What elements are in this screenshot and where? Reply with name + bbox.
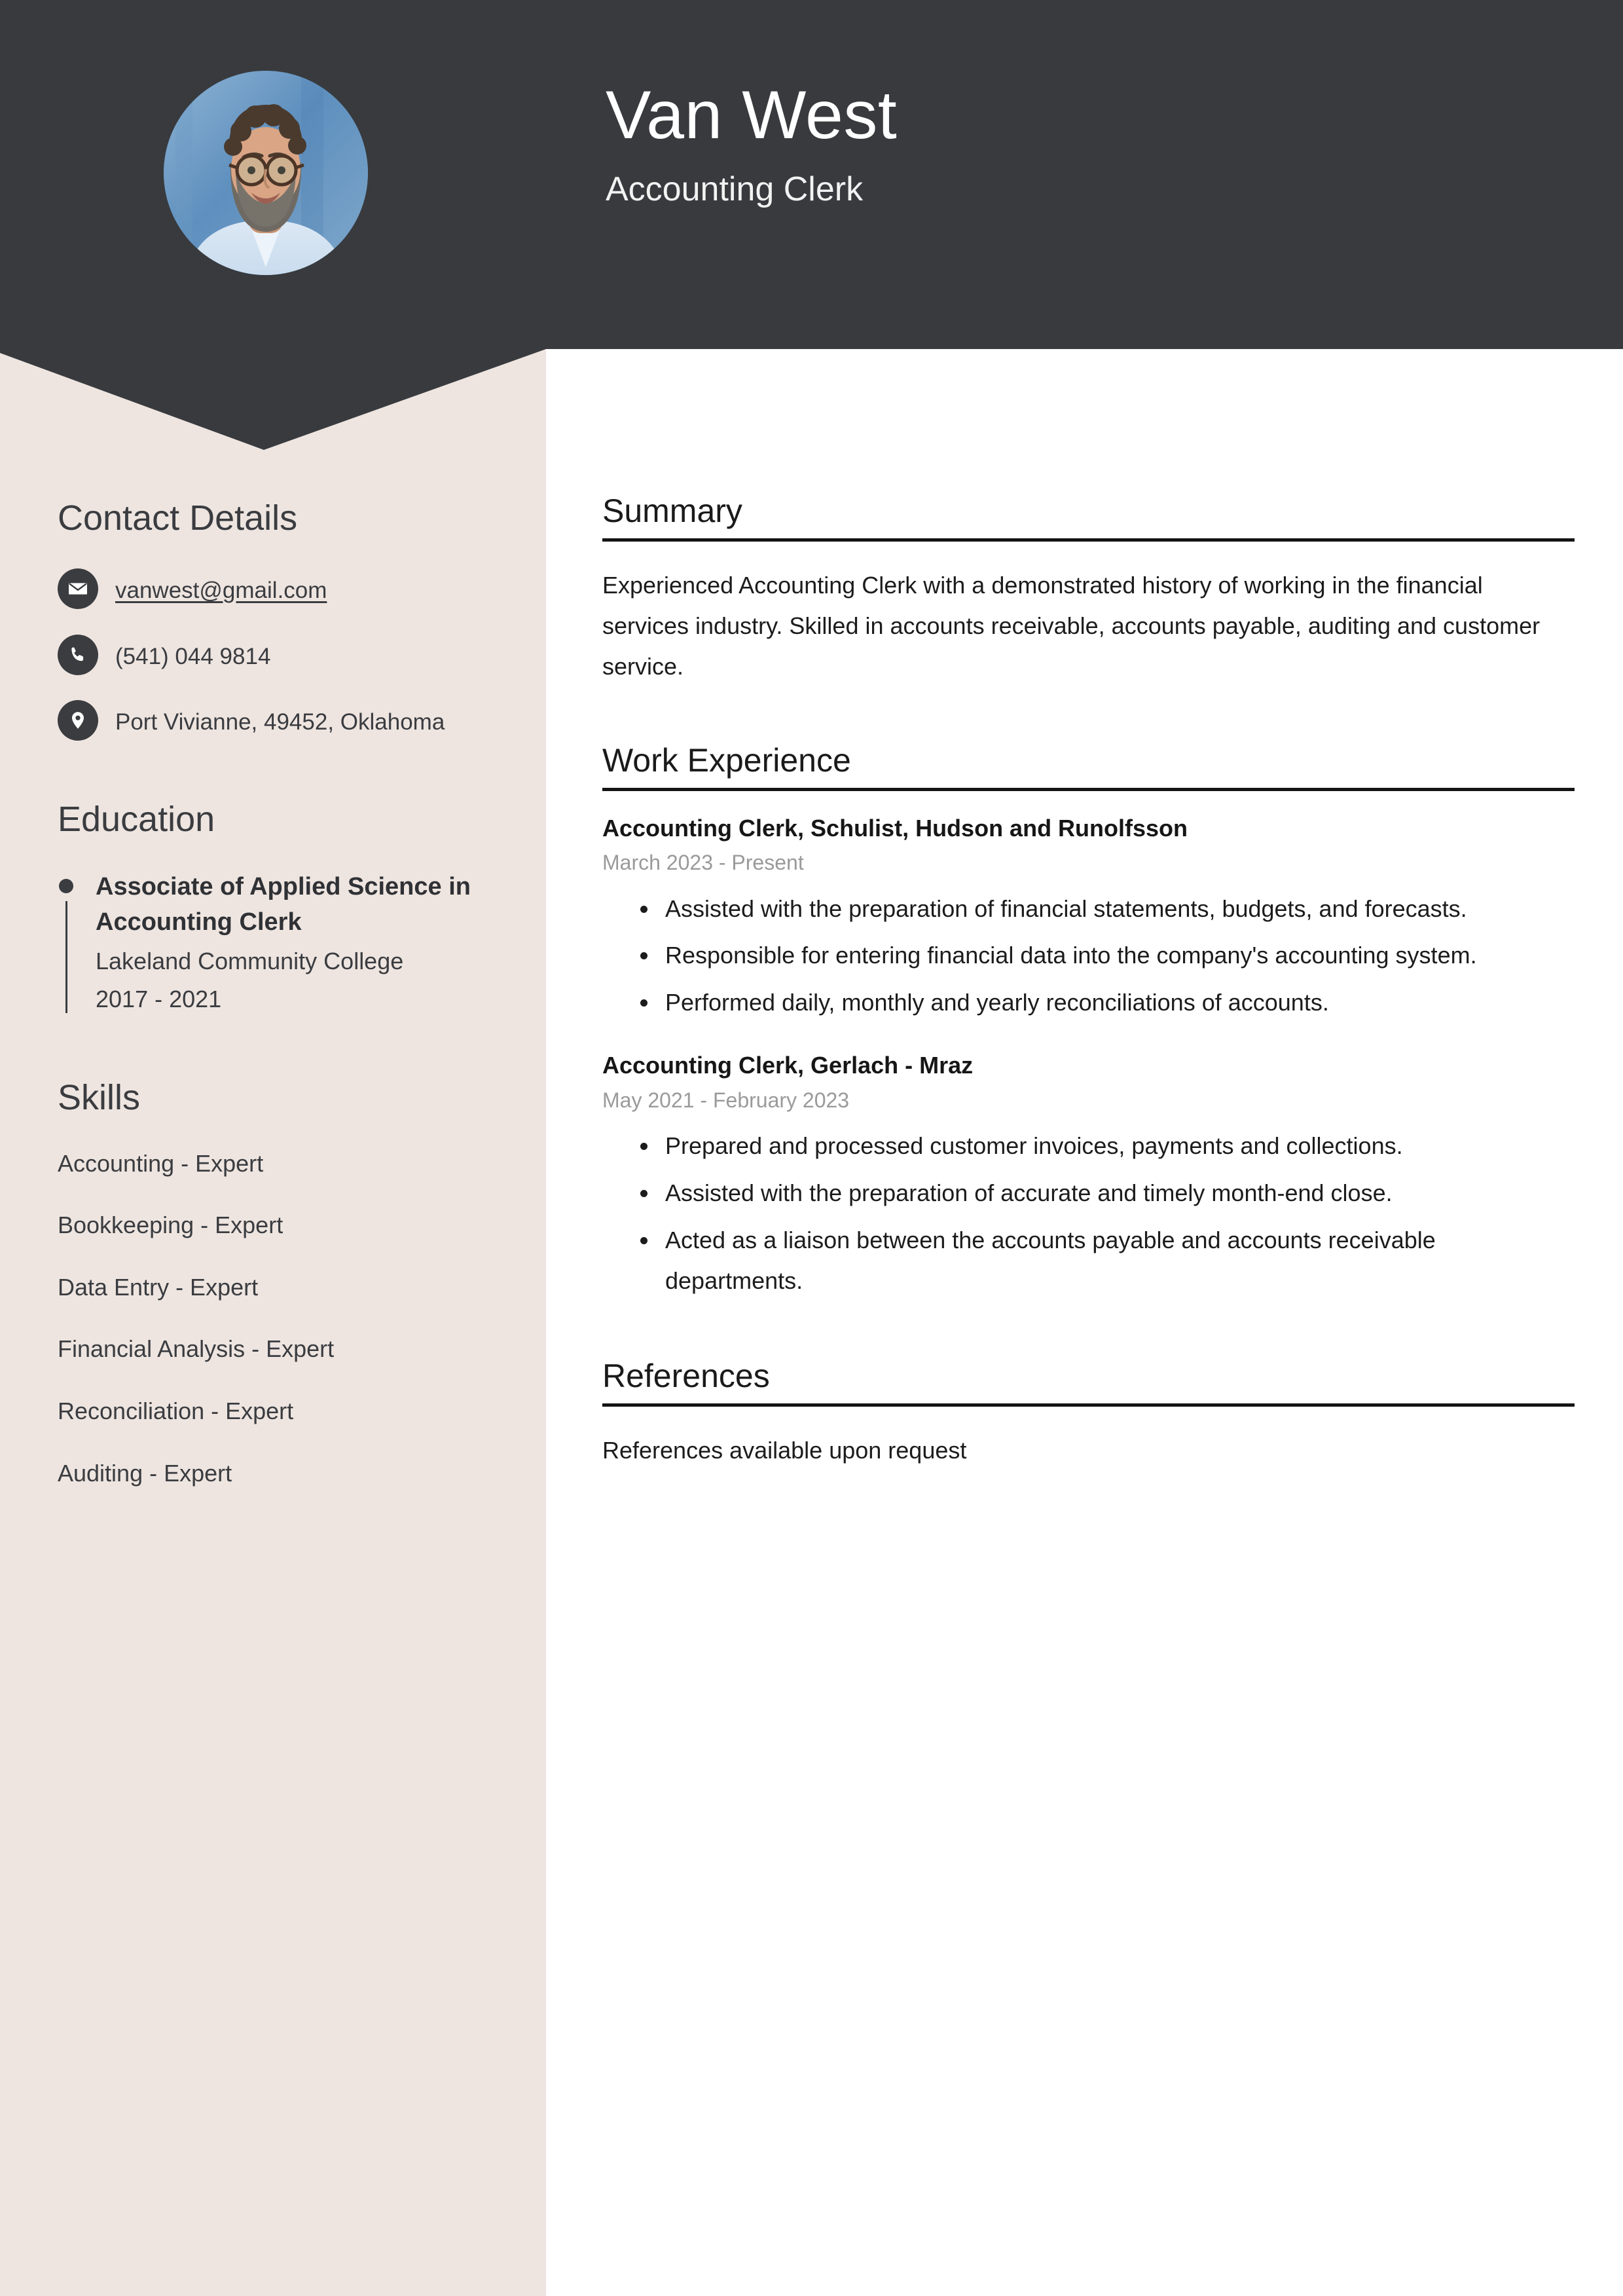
education-bullet-icon — [59, 879, 73, 893]
job-dates: March 2023 - Present — [602, 851, 804, 875]
contact-details-heading: Contact Details — [58, 498, 298, 538]
job-bullet: Responsible for entering financial data into the company's accounting system. — [665, 935, 1575, 976]
address-value[interactable]: Port Vivianne, 49452, Oklahoma — [115, 709, 445, 735]
skills-heading: Skills — [58, 1077, 141, 1117]
education-degree: Associate of Applied Science in Accounting Clerk — [96, 873, 471, 936]
skill-item: Data Entry - Expert — [58, 1273, 259, 1301]
education-heading: Education — [58, 800, 215, 840]
skill-item: Reconciliation - Expert — [58, 1398, 294, 1424]
phone-value[interactable]: (541) 044 9814 — [115, 643, 271, 669]
job-responsibilities — [602, 1126, 1575, 1301]
job-bullet: Assisted with the preparation of financial statements, budgets, and forecasts. — [665, 889, 1575, 929]
education-years: 2017 - 2021 — [96, 986, 222, 1013]
education-timeline-rule — [65, 901, 67, 1012]
job-bullet: Prepared and processed customer invoices, payments and collections. — [665, 1126, 1575, 1166]
envelope-icon — [58, 568, 98, 609]
email-value[interactable]: vanwest@gmail.com — [115, 578, 327, 604]
education-item — [58, 870, 509, 1016]
references-text: References available upon request — [602, 1436, 967, 1464]
skill-item: Financial Analysis - Expert — [58, 1335, 335, 1363]
work-experience-divider — [602, 788, 1575, 791]
main-content — [602, 492, 1575, 1494]
job-responsibilities — [602, 889, 1575, 1024]
references-heading: References — [602, 1357, 770, 1394]
job-entry — [602, 812, 1575, 1024]
header-identity — [606, 79, 1522, 210]
skill-item: Auditing - Expert — [58, 1459, 232, 1487]
avatar — [164, 71, 368, 275]
contact-item-email[interactable] — [58, 568, 509, 610]
phone-icon — [58, 635, 98, 675]
summary-section — [602, 492, 1575, 687]
summary-divider — [602, 538, 1575, 542]
job-entry — [602, 1049, 1575, 1301]
job-bullet: Acted as a liaison between the accounts payable and accounts receivable departments. — [665, 1220, 1575, 1301]
education-school: Lakeland Community College — [96, 948, 404, 975]
contact-item-phone[interactable] — [58, 635, 509, 676]
skill-item: Accounting - Expert — [58, 1149, 264, 1177]
candidate-job-title: Accounting Clerk — [606, 170, 864, 209]
references-divider — [602, 1403, 1575, 1407]
summary-text: Experienced Accounting Clerk with a demonstrated history of working in the financial services industry. Skilled in accounts receivable, accounts payable, auditing and customer service. — [602, 572, 1541, 680]
location-pin-icon — [58, 700, 98, 741]
job-dates: May 2021 - February 2023 — [602, 1088, 850, 1112]
skill-item: Bookkeeping - Expert — [58, 1212, 283, 1239]
candidate-name: Van West — [606, 77, 898, 153]
job-bullet: Assisted with the preparation of accurate and timely month-end close. — [665, 1173, 1575, 1213]
references-section — [602, 1358, 1575, 1471]
contact-item-address[interactable] — [58, 700, 509, 741]
sidebar-content — [58, 498, 509, 1519]
summary-heading: Summary — [602, 492, 742, 529]
work-experience-heading: Work Experience — [602, 741, 851, 779]
job-bullet: Performed daily, monthly and yearly reconciliations of accounts. — [665, 982, 1575, 1023]
job-title: Accounting Clerk, Schulist, Hudson and Runolfsson — [602, 814, 1188, 842]
work-experience-section — [602, 742, 1575, 1301]
job-title: Accounting Clerk, Gerlach - Mraz — [602, 1052, 974, 1079]
